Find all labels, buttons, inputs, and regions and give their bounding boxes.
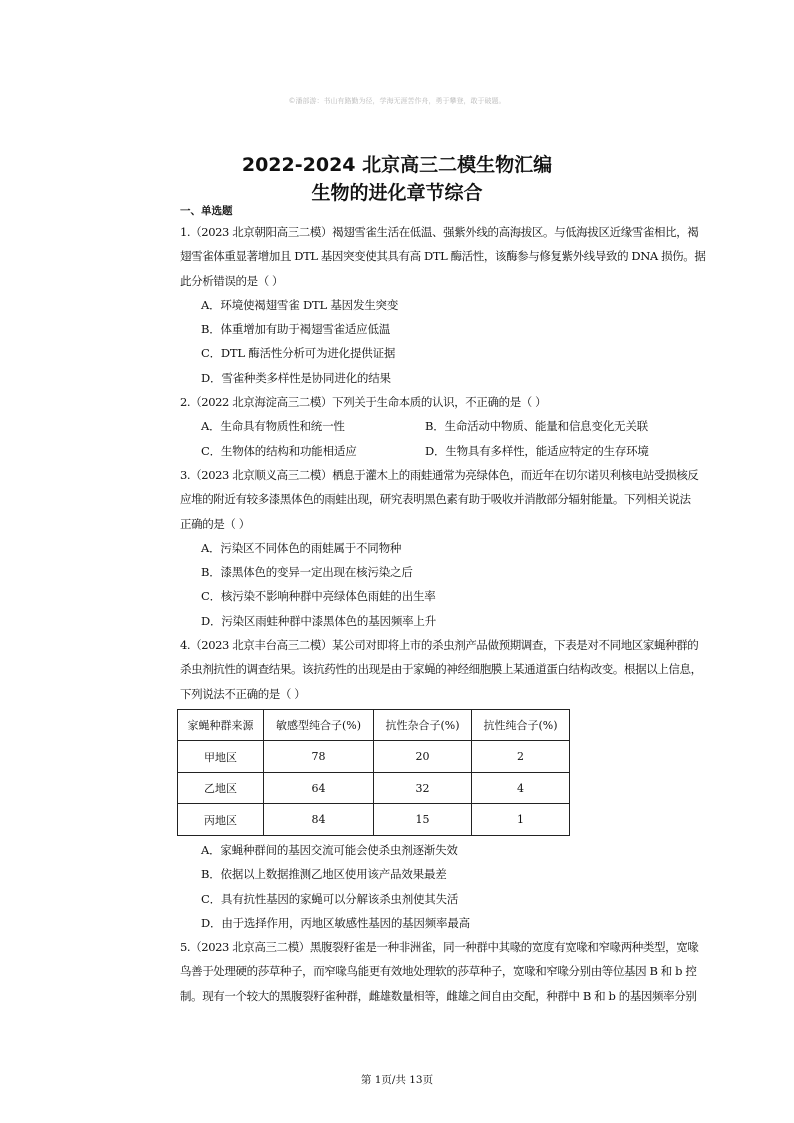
question-3-stem-line: 正确的是（ ） [180,516,250,531]
document-body [180,203,770,1008]
question-3-stem-line: 应堆的附近有较多漆黑体色的雨蛙出现，研究表明黑色素有助于吸收并消散部分辐射能量。下列相关说法 [180,492,691,507]
question-3-stem-line: 3.（2023 北京顺义高三二模）栖息于灌木上的雨蛙通常为亮绿体色，而近年在切尔诺贝利核电站受损核反 [180,467,699,482]
question-5-stem-line: 5.（2023 北京高三二模）黑腹裂籽雀是一种非洲雀，同一种群中其喙的宽度有宽喙和窄喙两种类型，宽喙 [180,940,699,955]
question-3-option-a: A．污染区不同体色的雨蛙属于不同物种 [201,540,402,555]
question-5-stem-line: 鸟善于处理硬的莎草种子，而窄喙鸟能更有效地处理软的莎草种子，宽喙和窄喙分别由等位基因 B 和 b 控 [180,964,697,979]
question-1 [180,220,770,390]
question-4-stem-line: 下列说法不正确的是（ ） [180,686,306,701]
table-cell: 甲地区 [178,741,264,773]
resistance-table [177,709,570,836]
question-2-stem-line: 2.（2022 北京海淀高三二模）下列关于生命本质的认识，不正确的是（ ） [180,395,547,410]
question-1-stem-line: 翅雪雀体重显著增加且 DTL 基因突变使其具有高 DTL 酶活性，该酶参与修复紫外线导致的 DNA 损伤。据 [180,249,706,264]
table-cell: 64 [264,772,374,804]
page-number-footer: 第 1页/共 13页 [360,1074,434,1086]
table-header-cell: 抗性纯合子(%) [472,709,570,741]
question-2-options-row [180,439,770,463]
table-header-row [178,709,570,741]
question-2-option-a: A．生命具有物质性和统一性 [201,419,345,434]
question-3 [180,463,770,633]
question-2-option-d: D．生物具有多样性，能适应特定的生存环境 [425,443,649,458]
document-subtitle: 生物的进化章节综合 [311,182,483,204]
table-cell: 20 [374,741,472,773]
table-cell: 78 [264,741,374,773]
question-1-option-b: B．体重增加有助于褐翅雪雀适应低温 [201,322,391,337]
question-4 [180,633,770,935]
table-cell: 2 [472,741,570,773]
table-row [178,804,570,836]
question-4-stem-line: 4.（2023 北京丰台高三二模）某公司对即将上市的杀虫剂产品做预期调查，下表是对不同地区家蝇种群的 [180,638,699,653]
question-5 [180,935,770,1008]
question-4-stem-line: 杀虫剂抗性的调查结果。该抗药性的出现是由于家蝇的神经细胞膜上某通道蛋白结构改变。根据以上信息， [180,662,702,677]
table-header-cell: 抗性杂合子(%) [374,709,472,741]
section-heading: 一、单选题 [180,205,233,217]
question-2-options-row [180,414,770,438]
question-3-option-d: D．污染区雨蛙种群中漆黑体色的基因频率上升 [201,613,437,628]
question-4-option-a: A．家蝇种群间的基因交流可能会使杀虫剂逐渐失效 [201,842,458,857]
question-3-option-b: B．漆黑体色的变异一定出现在核污染之后 [201,565,413,580]
table-cell: 32 [374,772,472,804]
question-5-stem-line: 制。现有一个较大的黑腹裂籽雀种群，雌雄数量相等，雌雄之间自由交配，种群中 B 和 b 的基因频率分别 [180,988,697,1003]
table-cell: 4 [472,772,570,804]
table-cell: 1 [472,804,570,836]
question-2 [180,390,770,463]
watermark-text: ©潘部游：书山有路勤为径，学海无涯苦作舟，勇于攀登，敢于破题。 [288,97,506,105]
table-cell: 乙地区 [178,772,264,804]
table-cell: 84 [264,804,374,836]
question-4-option-c: C．具有抗性基因的家蝇可以分解该杀虫剂使其失活 [201,891,459,906]
table-row [178,741,570,773]
question-1-stem-line: 此分析错误的是（ ） [180,273,284,288]
question-1-option-c: C．DTL 酶活性分析可为进化提供证据 [201,346,396,361]
document-title: 2022-2024 北京高三二模生物汇编 [241,154,553,176]
question-4-option-b: B．依据以上数据推测乙地区使用该产品效果最差 [201,867,447,882]
table-header-cell: 敏感型纯合子(%) [264,709,374,741]
question-3-option-c: C．核污染不影响种群中亮绿体色雨蛙的出生率 [201,589,436,604]
question-2-option-b: B．生命活动中物质、能量和信息变化无关联 [425,419,648,434]
question-4-option-d: D．由于选择作用，丙地区敏感性基因的基因频率最高 [201,915,470,930]
table-row [178,772,570,804]
table-cell: 15 [374,804,472,836]
question-2-option-c: C．生物体的结构和功能相适应 [201,443,357,458]
question-1-option-d: D．雪雀种类多样性是协同进化的结果 [201,370,391,385]
question-1-stem-line: 1.（2023 北京朝阳高三二模）褐翅雪雀生活在低温、强紫外线的高海拔区。与低海拔区近缘雪雀相比，褐 [180,225,699,239]
question-1-option-a: A．环境使褐翅雪雀 DTL 基因发生突变 [201,297,399,312]
table-cell: 丙地区 [178,804,264,836]
table-header-cell: 家蝇种群来源 [178,709,264,741]
